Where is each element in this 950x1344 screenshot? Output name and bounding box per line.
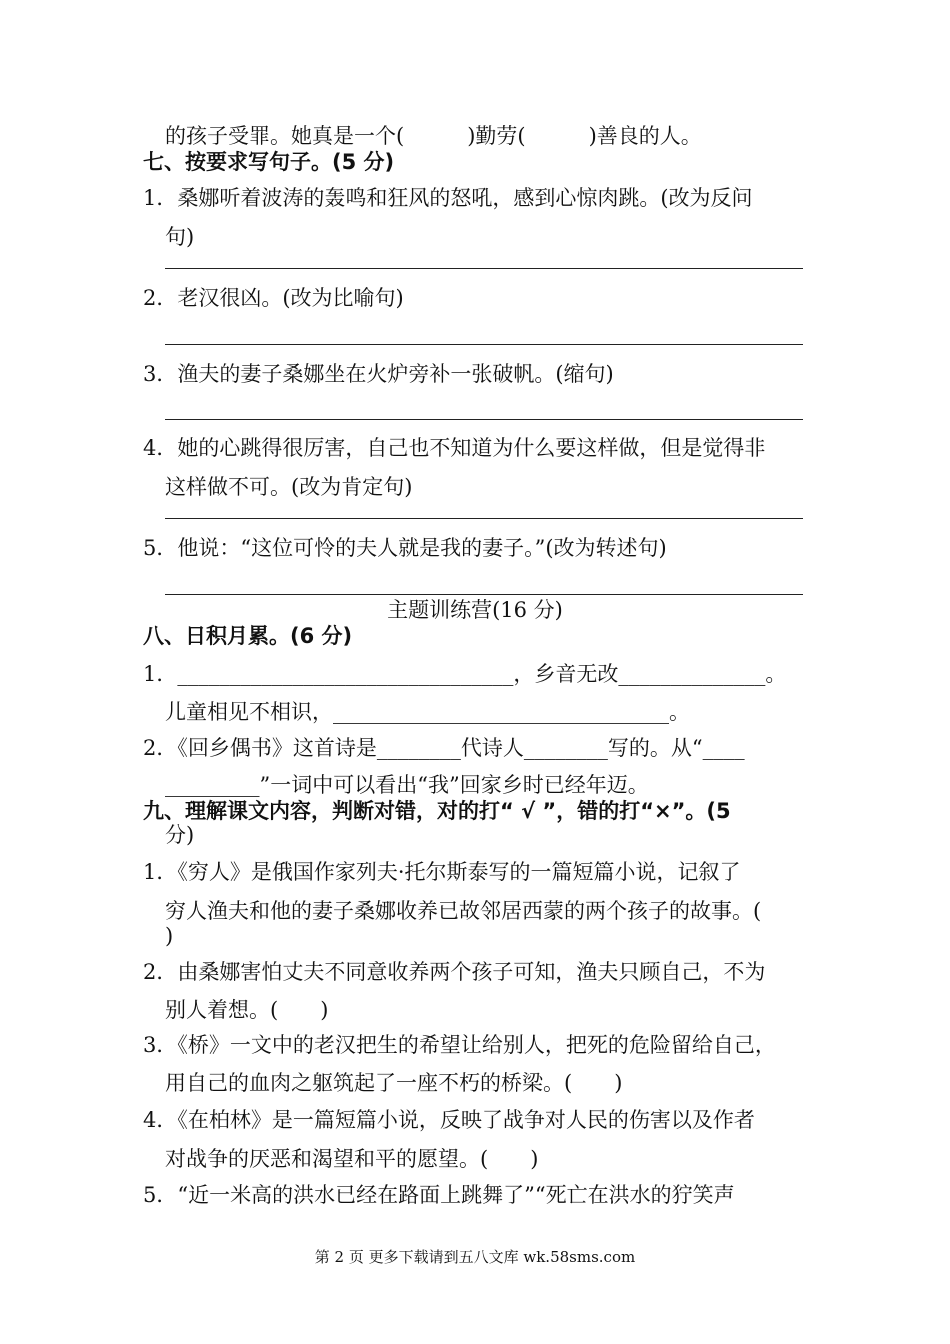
text-line: 的孩子受罪。她真是一个( )勤劳( )善良的人。 <box>165 124 702 148</box>
question-line: 儿童相见不相识，________________________________。 <box>165 700 690 724</box>
answer-line[interactable] <box>165 594 803 595</box>
question-line: 3．渔夫的妻子桑娜坐在火炉旁补一张破帆。(缩句) <box>143 362 614 386</box>
question-line: 2．由桑娜害怕丈夫不同意收养两个孩子可知，渔夫只顾自己，不为 <box>143 960 766 984</box>
question-line: 用自己的血肉之躯筑起了一座不朽的桥梁。( ) <box>165 1071 623 1095</box>
question-line: 5．“近一米高的洪水已经在路面上跳舞了”“死亡在洪水的狞笑声 <box>143 1183 735 1207</box>
question-line: 这样做不可。(改为肯定句) <box>165 475 413 499</box>
section-heading: 分) <box>165 823 195 847</box>
question-line: 穷人渔夫和他的妻子桑娜收养已故邻居西蒙的两个孩子的故事。( <box>165 899 762 923</box>
section-heading: 九、理解课文内容，判断对错，对的打“ √ ”，错的打“×”。(5 <box>143 799 731 823</box>
question-line: 2．老汉很凶。(改为比喻句) <box>143 286 404 310</box>
question-line: 1．桑娜听着波涛的轰鸣和狂风的怒吼，感到心惊肉跳。(改为反问 <box>143 186 753 210</box>
section-heading: 八、日积月累。(6 分) <box>143 624 353 648</box>
question-line: 5．他说：“这位可怜的夫人就是我的妻子。”(改为转述句) <box>143 536 667 560</box>
question-line: 1．《穷人》是俄国作家列夫·托尔斯泰写的一篇短篇小说，记叙了 <box>143 860 741 884</box>
section-title: 主题训练营(16 分) <box>387 598 563 622</box>
answer-line[interactable] <box>165 419 803 420</box>
question-line: _________”一词中可以看出“我”回家乡时已经年迈。 <box>165 773 649 797</box>
question-line: 4．《在柏林》是一篇短篇小说，反映了战争对人民的伤害以及作者 <box>143 1108 755 1132</box>
answer-line[interactable] <box>165 344 803 345</box>
question-line: 句) <box>165 225 195 249</box>
answer-line[interactable] <box>165 268 803 269</box>
section-heading: 七、按要求写句子。(5 分) <box>143 150 395 174</box>
question-line: ) <box>165 924 174 948</box>
answer-line[interactable] <box>165 518 803 519</box>
question-line: 1．________________________________，乡音无改______________。 <box>143 662 787 686</box>
question-line: 对战争的厌恶和渴望和平的愿望。( ) <box>165 1147 539 1171</box>
question-line: 4．她的心跳得很厉害，自己也不知道为什么要这样做，但是觉得非 <box>143 436 766 460</box>
question-line: 3．《桥》一文中的老汉把生的希望让给别人，把死的危险留给自己， <box>143 1033 776 1057</box>
question-line: 别人着想。( ) <box>165 998 329 1022</box>
question-line: 2．《回乡偶书》这首诗是________代诗人________写的。从“____ <box>143 736 745 760</box>
page-footer: 第 2 页 更多下载请到五八文库 wk.58sms.com <box>314 1248 636 1266</box>
